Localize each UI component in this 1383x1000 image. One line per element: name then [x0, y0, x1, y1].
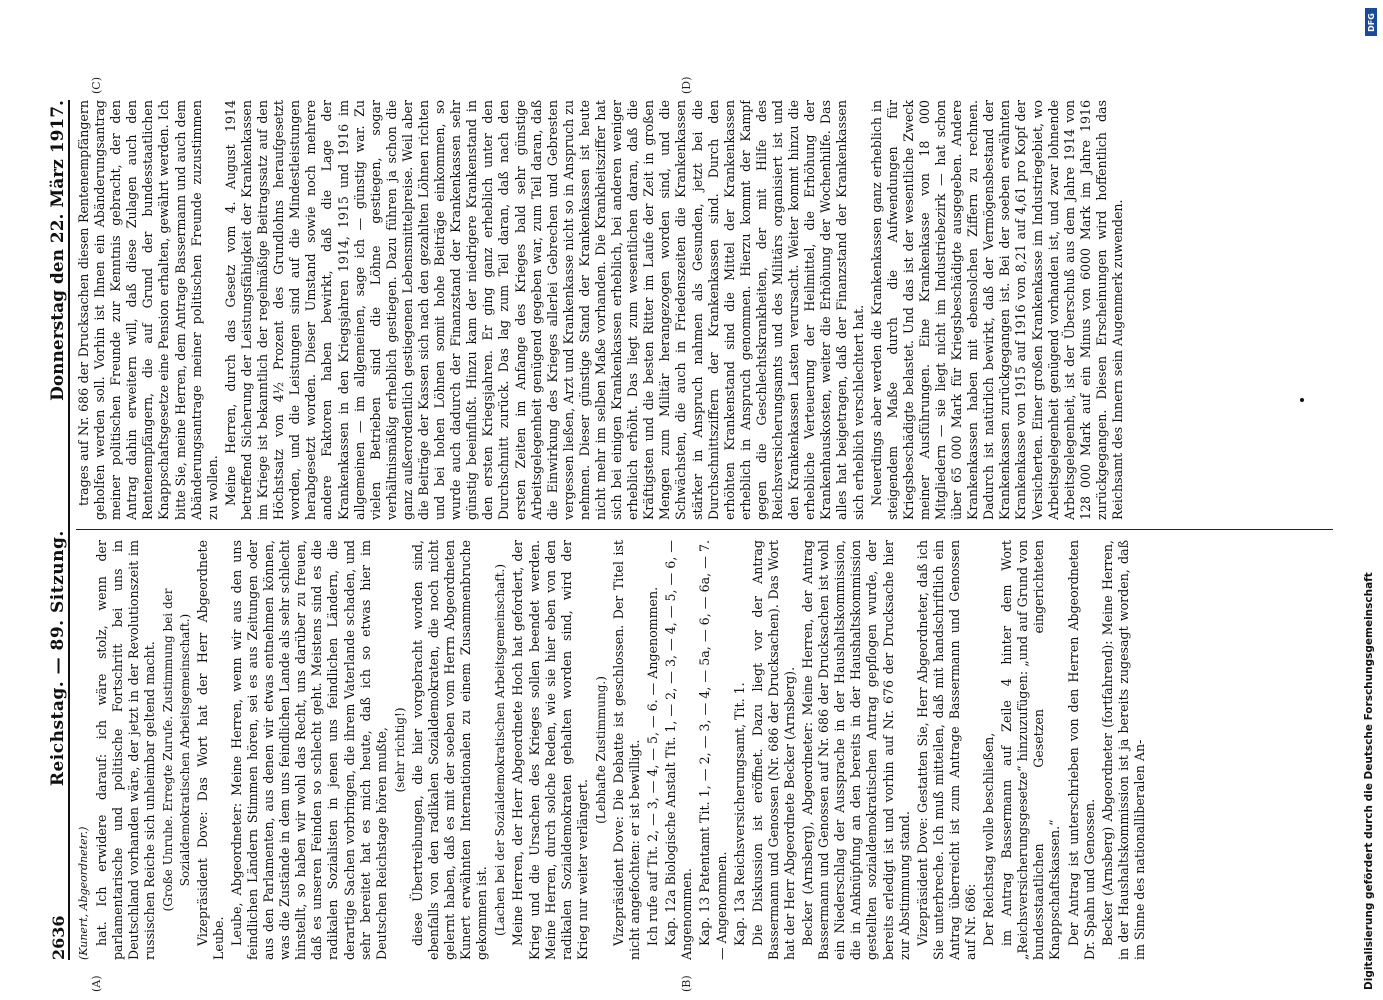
left-paragraphs — [94, 540, 1148, 960]
paragraph: Neuerdings aber werden die Krankenkassen ganz erheblich in steigendem Maße durch die Aufwendungen für Kriegsbeschädigte belastet. Und das ist der wesentliche Zweck meiner Ausführungen. Eine Krankenkasse von 18 000 Mitgliedern — sie liegt nicht im Industriebezirk — hat schon über 65 000 Mark für Kriegsbeschädigte ausgegeben. Andere Krankenkassen haben mit ebensolchen Ziffern zu rechnen. Dadurch ist natürlich bewirkt, daß der Vermögensbestand der Krankenkassen zurückgegangen ist. Bei der soeben erwähnten Krankenkasse von 1915 auf 1916 von 8,21 auf 4,61 pro Kopf der Versicherten. Einer großen Krankenkasse im Industriegebiet, wo Arbeitsgelegenheit genügend vorhanden ist, und zwar lohnende Arbeitsgelegenheit, ist der Überschuß aus dem Jahre 1914 von 128 000 Mark auf ein Minus von 6000 Mark im Jahre 1916 zurückgegangen. Diesen Erscheinungen wird hoffentlich das Reichsamt des Innern sein Augenmerk zuwenden. — [868, 100, 1125, 520]
paragraph: (sehr richtig!) — [392, 707, 407, 793]
paragraph: trages auf Nr. 686 der Drucksachen diesen Rentenempfängern geholfen werden soll. Vorhin ist Ihnen ein Abänderungsantrag meiner politischen Freunde zur Kenntnis gebracht, der den Antrag dahin erweitern will, daß diese Zulagen auch den Rentenempfängern, die auf Grund der bundesstaatlichen Knappschaftsgesetze eine Pension erhalten, gewährt werden. Ich bitte Sie, meine Herren, dem Antrage Bassermann und auch dem Abänderungsantrage meiner politischen Freunde zuzustimmen zu wollen. — [76, 100, 220, 520]
speaker-continuation: (Kunert, Abgeordneter.) — [77, 826, 90, 960]
column-divider — [76, 529, 1333, 530]
paragraph: hat. Ich erwidere darauf: ich wäre stolz, wenn der parlamentarische und politische Fortschritt bei uns in Deutschland vorhanden wäre, der jetzt in der Revolutionszeit im russischen Reiche sich unheimbar geltend macht. — [94, 540, 158, 960]
paragraph: (Lebhafte Zustimmung.) — [593, 676, 608, 824]
page-number: 2636 — [49, 915, 68, 960]
ink-dot — [1300, 398, 1304, 402]
right-column — [76, 100, 1333, 520]
paragraph: Kap. 12a Biologische Anstalt Tit. 1, — 2, — 3, — 4, — 5, — 6, — Angenommen. — [663, 540, 695, 960]
margin-mark-b: (B) — [680, 975, 693, 992]
margin-mark-c: (C) — [90, 77, 103, 94]
paragraph: Leube, Abgeordneter: Meine Herren, wenn wir aus den uns feindlichen Ländern Stimmen hören, sei es aus Zeitungen oder aus den Parlamenten, aus denen wir etwas entnehmen können, was die Zustände in dem uns feindlichen Lande als sehr schlecht hinstellt, so haben wir wohl das Recht, uns darüber zu freuen, daß es unseren Feinden so schlecht geht. Meistens sind es die radikalen Sozialisten in jenen uns feindlichen Ländern, die derartige Sachen vorbringen, die ihrem Vaterlande schaden, und sehr bereitet hat es mich heute, daß ich so etwas hier im Deutschen Reichstage hören mußte, — [228, 540, 389, 960]
text-columns — [76, 100, 1333, 960]
dfg-logo — [1365, 8, 1377, 36]
paragraph: Meine Herren, der Herr Abgeordnete Hoch hat gefordert, der Krieg und die Ursachen des Krieges sollen beendet werden. Meine Herren, durch solche Reden, wie sie hier eben von den radikalen Sozialdemokraten gehalten worden sind, wird der Krieg nur weiter verlängert. — [510, 540, 590, 960]
paragraph: Kap. 13 Patentamt Tit. 1, — 2, — 3, — 4, — 5a, — 6, — 6a, — 7. — Angenommen. — [697, 540, 729, 960]
dfg-logo-text: DFG — [1366, 12, 1376, 32]
paragraph: Vizepräsident Dove: Gestatten Sie, Herr Abgeordneter, daß ich Sie unterbreche. Ich muß mitteilen, daß mit handschriftlich ein Antrag überreicht ist zum Antrage Bassermann und Genossen auf Nr. 686: — [914, 540, 978, 960]
paragraph: Der Reichstag wolle beschließen, — [981, 732, 997, 946]
document-page — [0, 60, 1363, 1000]
paragraph: Meine Herren, durch das Gesetz vom 4. August 1914 betreffend Sicherung der Leistungsfähigkeit der Krankenkassen im Kriege ist bekanntlich der regelmäßige Beitragssatz auf den Höchstsatz von 4½ Prozent des Grundlohns heraufgesetzt worden, und die Leistungen sind auf die Mindestleistungen herabgesetzt worden. Dieser Umstand sowie noch mehrere andere Faktoren haben bewirkt, daß die Lage der Krankenkassen in den Kriegsjahren 1914, 1915 und 1916 im allgemeinen — im allgemeinen, sage ich — günstig war. Zu vielen Betrieben sind die Löhne gestiegen, sogar verhältnismäßig erheblich gestiegen. Dazu führen ja schon die ganz außerordentlich gestiegenen Lebensmittelpreise. Weil aber die Beiträge der Kassen sich nach den gezahlten Löhnen richten und bei hohen Löhnen somit hohe Beiträge einkommen, so wurde auch dadurch der Finanzstand der Krankenkassen sehr günstig beeinflußt. Hinzu kam der niedrigere Krankenstand in den ersten Kriegsjahren. Er ging ganz erheblich unter den Durchschnitt zurück. Das lag zum Teil daran, daß nach den ersten Zeiten im Anfange des Krieges bald sehr günstige Arbeitsgelegenheit genügend gegeben war, zum Teil daran, daß die Einwirkung des Krieges allerlei Gebrechen und Gebresten vergessen ließen, Arzt und Krankenkasse nicht so in Anspruch zu nehmen. Dieser günstige Stand der Krankenkassen ist heute nicht mehr im selben Maße vorhanden. Die Krankheitsziffer hat sich bei einigen Krankenkassen erheblich, bei anderen weniger erheblich erhöht. Das liegt zum wesentlichen daran, daß die Kräftigsten und die besten Ritter im Laufe der Zeit in großen Mengen zum Militär herangezogen worden sind, und die Schwächsten, die auch in Friedenszeiten die Krankenkassen stärker in Anspruch nahmen als Gesunden, jetzt bei die Durchschnittsziffern der Krankenkassen sind. Durch den erhöhten Krankenstand sind die Mittel der Krankenkassen erheblich in Anspruch genommen. Hierzu kommt der Kampf gegen die Geschlechtskrankheiten, der mit Hilfe des Reichsversicherungsamts und des Militärs organisiert ist und den Krankenkassen Lasten verursacht. Weiter kommt hinzu die erhebliche Verteuerung der Heilmittel, die Erhöhung der Krankenhauskosten, weiter die Erhöhung der Wochenhilfe. Das alles hat beigetragen, daß der Finanzstand der Krankenkassen sich erheblich verschlechtert hat. — [222, 100, 866, 520]
paragraph: Becker (Arnsberg), Abgeordneter: Meine Herren, der Antrag Bassermann und Genossen auf Nr. 686 der Drucksachen ist wohl ein Niederschlag der Aussprache in der Haushaltskommission, die in Anknüpfung an den bereits in der Haushaltskommission gestellten sozialdemokratischen Antrag gepflogen wurde, der bereits erledigt ist und vorhin auf Nr. 676 der Drucksache hier zur Abstimmung stand. — [800, 540, 912, 960]
right-paragraphs — [76, 100, 1126, 520]
paragraph: Der Antrag ist unterschrieben von den Herren Abgeordneten Dr. Spahn und Genossen. — [1065, 540, 1097, 960]
paragraph: Vizepräsident Dove: Die Debatte ist geschlossen. Der Titel ist nicht angefochten: er ist bewilligt. — [611, 540, 643, 960]
paragraph: Ich rufe auf Tit. 2, — 3, — 4, — 5, — 6. — Angenommen. — [645, 586, 661, 946]
paragraph: diese Übertreibungen, die hier vorgebracht worden sind, ebenfalls von den radikalen Sozialdemokraten, die noch nicht gelernt haben, daß es mit der soeben vom Herrn Abgeordneten Kunert erwähnten Internationalen zu einem Zusammenbruche gekommen ist. — [409, 540, 490, 960]
paragraph: im Antrag Bassermann auf Zeile 4 hinter dem Wort „Reichsversicherungsgesetze“ hinzuzufügen: „und auf Grund von bundesstaatlichen Gesetzen eingerichteten Knappschaftskassen.“ — [999, 540, 1063, 960]
paragraph: Becker (Arnsberg) Abgeordneter (fortfahrend): Meine Herren, in der Haushaltskommission ist ja bereits zugesagt worden, daß im Sinne des nationalliberalen An- — [1099, 540, 1147, 960]
margin-mark-d: (D) — [680, 76, 693, 94]
left-column — [76, 540, 1333, 960]
digitization-credit — [1363, 0, 1377, 1000]
paragraph: (Lachen bei der Sozialdemokratischen Arbeitsgemeinschaft.) — [493, 563, 508, 937]
paragraph: Vizepräsident Dove: Das Wort hat der Herr Abgeordnete Leube. — [194, 540, 226, 960]
paragraph: (Große Unruhe. Erregte Zurufe. Zustimmung bei der Sozialdemokratischen Arbeitsgemeinschaft.) — [161, 588, 192, 912]
session-title: Reichstag. — 89. Sitzung. — [48, 530, 68, 787]
credit-text: Digitalisierung gefördert durch die Deutsche Forschungsgemeinschaft — [1363, 572, 1375, 990]
paragraph: Die Diskussion ist eröffnet. Dazu liegt vor der Antrag Bassermann und Genossen (Nr. 686 der Drucksachen). Das Wort hat der Herr Abgeordnete Becker (Arnsberg). — [749, 540, 797, 960]
margin-mark-a: (A) — [90, 975, 103, 992]
session-date: Donnerstag den 22. März 1917. — [48, 100, 68, 401]
page-header — [40, 100, 70, 960]
paragraph: Kap. 13a Reichsversicherungsamt, Tit. 1. — [731, 682, 747, 946]
